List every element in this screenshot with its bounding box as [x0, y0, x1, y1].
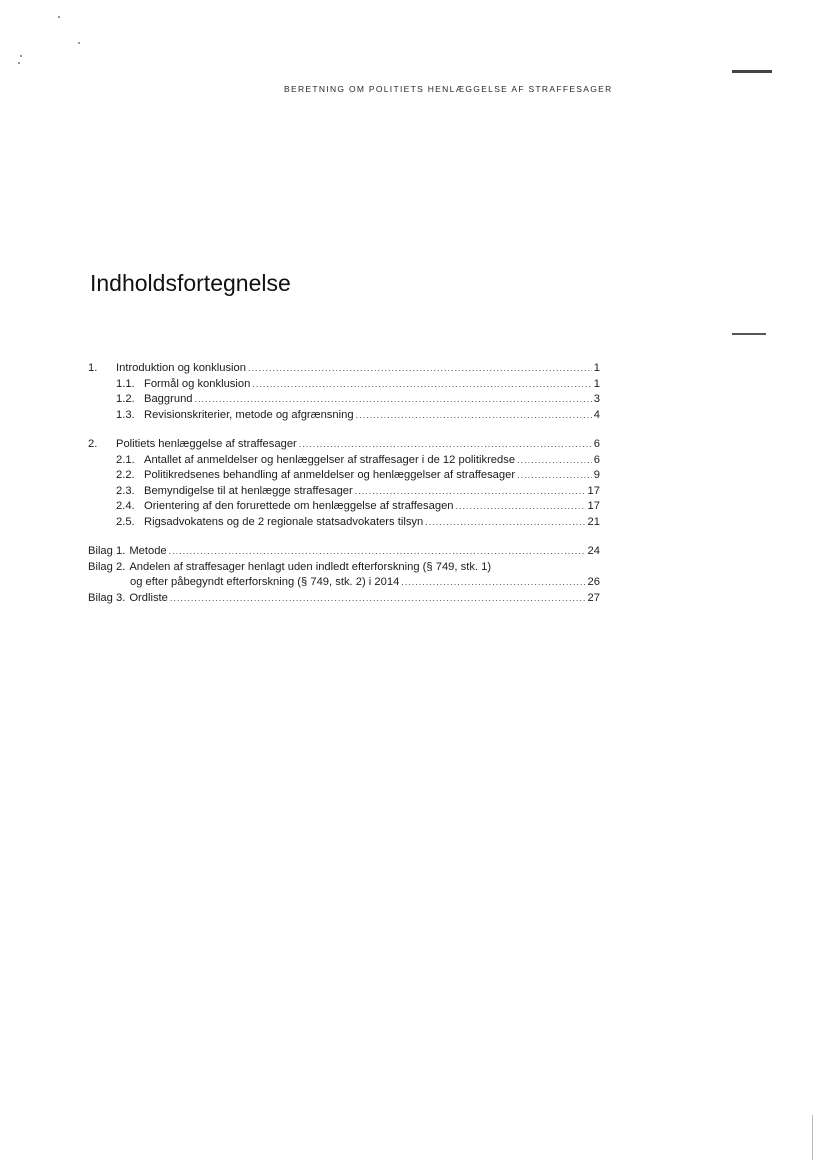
scan-edge-line: [812, 1115, 813, 1160]
toc-title: Metode: [129, 545, 167, 557]
toc-title: Ordliste: [129, 591, 168, 604]
toc-number: Bilag 2.: [88, 560, 126, 573]
toc-page: 26: [587, 576, 600, 588]
toc-title: Andelen af straffesager henlagt uden indledt efterforskning (§ 749, stk. 1): [129, 560, 492, 573]
toc-title: Politiets henlæggelse af straffesager: [116, 438, 297, 450]
toc-page: 24: [587, 545, 600, 557]
toc-page: 1: [593, 362, 600, 374]
scan-speck: [58, 16, 60, 18]
toc-leader: [170, 593, 586, 603]
toc-number: 1.2.: [116, 393, 135, 405]
toc-leader: [356, 410, 592, 420]
toc-page: 6: [593, 453, 600, 466]
toc-number: 2.5.: [116, 515, 135, 528]
running-header: BERETNING OM POLITIETS HENLÆGGELSE AF STRAFFESAGER: [284, 84, 613, 94]
toc-entry-1-2[interactable]: [88, 393, 600, 409]
toc-leader: [195, 394, 592, 404]
toc-leader: [456, 501, 586, 511]
toc-title: Introduktion og konklusion: [116, 362, 246, 374]
toc-title: Antallet af anmeldelser og henlæggelser af straffesager i de 12 politikredse: [144, 453, 516, 466]
toc-leader: [517, 455, 592, 465]
toc-title: Formål og konklusion: [144, 377, 251, 390]
toc-entry-bilag-2-continuation[interactable]: [88, 576, 600, 592]
toc-number: 2.2.: [116, 469, 135, 481]
toc-page: 3: [593, 393, 600, 405]
toc-page: 4: [593, 408, 600, 421]
toc-page: 27: [587, 591, 600, 604]
toc-page: 1: [593, 377, 600, 390]
toc-spacer: [88, 424, 600, 438]
toc-entry-bilag-2[interactable]: [88, 561, 600, 577]
margin-mark-middle: [732, 333, 766, 335]
scan-speck: [78, 42, 80, 44]
toc-leader: [169, 546, 586, 556]
toc-number: 2.4.: [116, 500, 135, 512]
toc-leader: [425, 517, 585, 527]
toc-title: Baggrund: [144, 393, 193, 405]
toc-entry-2-3[interactable]: [88, 485, 600, 501]
toc-page: 17: [587, 500, 600, 512]
toc-number: Bilag 1.: [88, 545, 126, 557]
toc-title: Bemyndigelse til at henlægge straffesager: [144, 484, 353, 497]
toc-entry-2-2[interactable]: [88, 469, 600, 485]
toc-number: 1.1.: [116, 377, 135, 390]
toc-entry-1[interactable]: [88, 362, 600, 378]
scan-speck: [20, 55, 22, 57]
toc-number: 1.: [88, 362, 98, 374]
toc-page: 9: [593, 469, 600, 481]
toc-entry-1-3[interactable]: [88, 409, 600, 425]
toc-entry-2[interactable]: [88, 438, 600, 454]
toc-spacer: [88, 531, 600, 545]
toc-leader: [355, 486, 586, 496]
toc-leader: [517, 470, 592, 480]
toc-leader: [248, 363, 592, 373]
toc-entry-2-1[interactable]: [88, 454, 600, 470]
toc-leader: [299, 439, 592, 449]
table-of-contents: [88, 362, 600, 607]
toc-entry-2-5[interactable]: [88, 516, 600, 532]
toc-number: 2.: [88, 438, 98, 450]
margin-mark-top: [732, 70, 772, 73]
toc-title-continuation: og efter påbegyndt efterforskning (§ 749, stk. 2) i 2014: [130, 576, 400, 588]
scan-speck: [18, 62, 20, 64]
toc-title: Revisionskriterier, metode og afgrænsning: [144, 408, 354, 421]
toc-number: Bilag 3.: [88, 591, 126, 604]
page-title: Indholdsfortegnelse: [90, 270, 291, 296]
toc-number: 2.3.: [116, 484, 135, 497]
toc-number: 2.1.: [116, 453, 135, 466]
toc-leader: [252, 379, 591, 389]
toc-number: 1.3.: [116, 408, 135, 421]
toc-title: Orientering af den forurettede om henlæggelse af straffesagen: [144, 500, 454, 512]
toc-leader: [401, 577, 585, 587]
toc-entry-2-4[interactable]: [88, 500, 600, 516]
toc-page: 21: [587, 515, 600, 528]
toc-title: Rigsadvokatens og de 2 regionale statsadvokaters tilsyn: [144, 515, 424, 528]
toc-entry-bilag-1[interactable]: [88, 545, 600, 561]
toc-page: 6: [593, 438, 600, 450]
toc-title: Politikredsenes behandling af anmeldelser og henlæggelser af straffesager: [144, 469, 516, 481]
toc-entry-bilag-3[interactable]: [88, 592, 600, 608]
toc-page: 17: [587, 484, 600, 497]
toc-entry-1-1[interactable]: [88, 378, 600, 394]
